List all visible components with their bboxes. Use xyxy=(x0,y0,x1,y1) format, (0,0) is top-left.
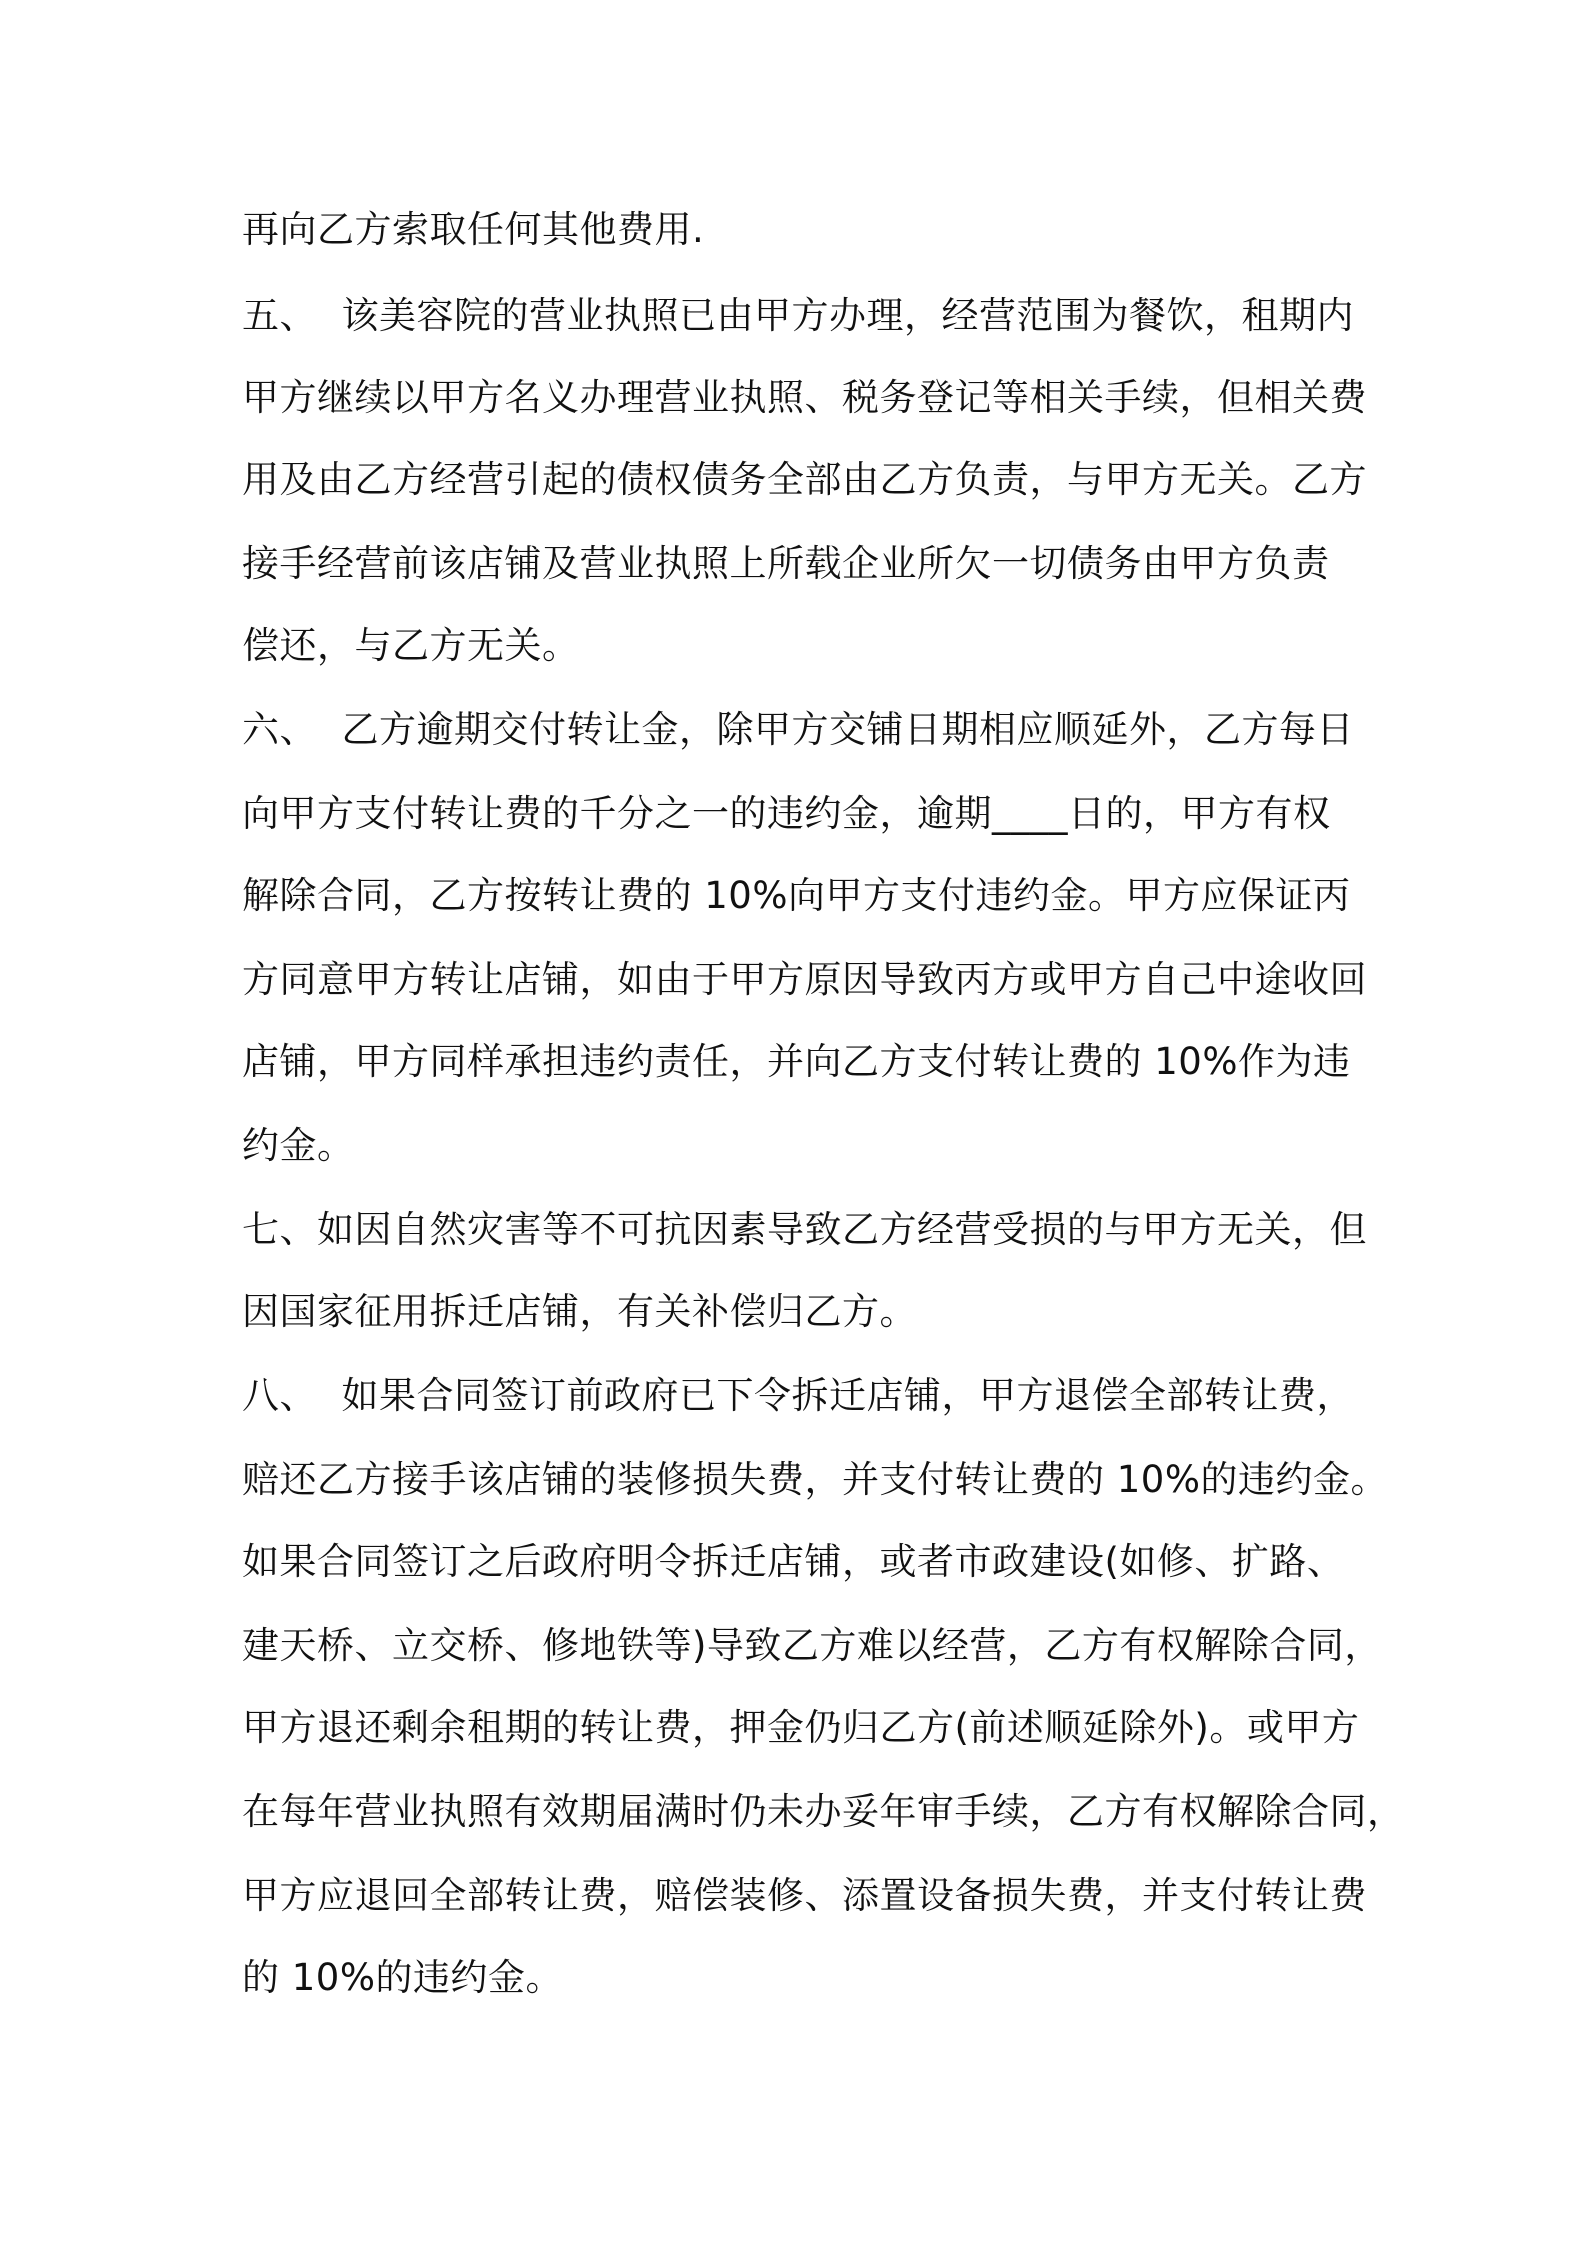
text-line: 解除合同，乙方按转让费的 10%向甲方支付违约金。甲方应保证丙 xyxy=(242,874,1351,917)
clause-8-heading-line: 八、 如果合同签订前政府已下令拆迁店铺，甲方退偿全部转让费， xyxy=(242,1374,1355,1417)
text-line: 店铺，甲方同样承担违约责任，并向乙方支付转让费的 10%作为违 xyxy=(242,1040,1351,1083)
text-line: 接手经营前该店铺及营业执照上所载企业所欠一切债务由甲方负责 xyxy=(242,542,1330,585)
text-line: 在每年营业执照有效期届满时仍未办妥年审手续，乙方有权解除合同， xyxy=(242,1790,1405,1833)
text-line: 再向乙方索取任何其他费用. xyxy=(242,208,705,251)
text-line: 约金。 xyxy=(242,1124,355,1167)
text-line: 如果合同签订之后政府明令拆迁店铺，或者市政建设(如修、扩路、 xyxy=(242,1540,1345,1583)
clause-5-heading-line: 五、 该美容院的营业执照已由甲方办理，经营范围为餐饮，租期内 xyxy=(242,294,1355,337)
clause-6-heading-line: 六、 乙方逾期交付转让金，除甲方交铺日期相应顺延外，乙方每日 xyxy=(242,708,1355,751)
text-line: 甲方退还剩余租期的转让费，押金仍归乙方(前述顺延除外)。或甲方 xyxy=(242,1706,1360,1749)
text-line: 方同意甲方转让店铺，如由于甲方原因导致丙方或甲方自己中途收回 xyxy=(242,958,1367,1001)
text-line: 的 10%的违约金。 xyxy=(242,1956,563,1999)
text-line: 赔还乙方接手该店铺的装修损失费，并支付转让费的 10%的违约金。 xyxy=(242,1458,1388,1501)
text-line: 因国家征用拆迁店铺，有关补偿归乙方。 xyxy=(242,1290,917,1333)
text-line: 用及由乙方经营引起的债权债务全部由乙方负责，与甲方无关。乙方 xyxy=(242,458,1367,501)
text-line: 偿还，与乙方无关。 xyxy=(242,624,580,667)
text-line: 甲方继续以甲方名义办理营业执照、税务登记等相关手续，但相关费 xyxy=(242,376,1367,419)
clause-7-heading-line: 七、如因自然灾害等不可抗因素导致乙方经营受损的与甲方无关，但 xyxy=(242,1208,1367,1251)
text-line: 建天桥、立交桥、修地铁等)导致乙方难以经营，乙方有权解除合同， xyxy=(242,1624,1382,1667)
text-line: 向甲方支付转让费的千分之一的违约金，逾期____日的，甲方有权 xyxy=(242,792,1331,835)
text-line: 甲方应退回全部转让费，赔偿装修、添置设备损失费，并支付转让费 xyxy=(242,1874,1367,1917)
